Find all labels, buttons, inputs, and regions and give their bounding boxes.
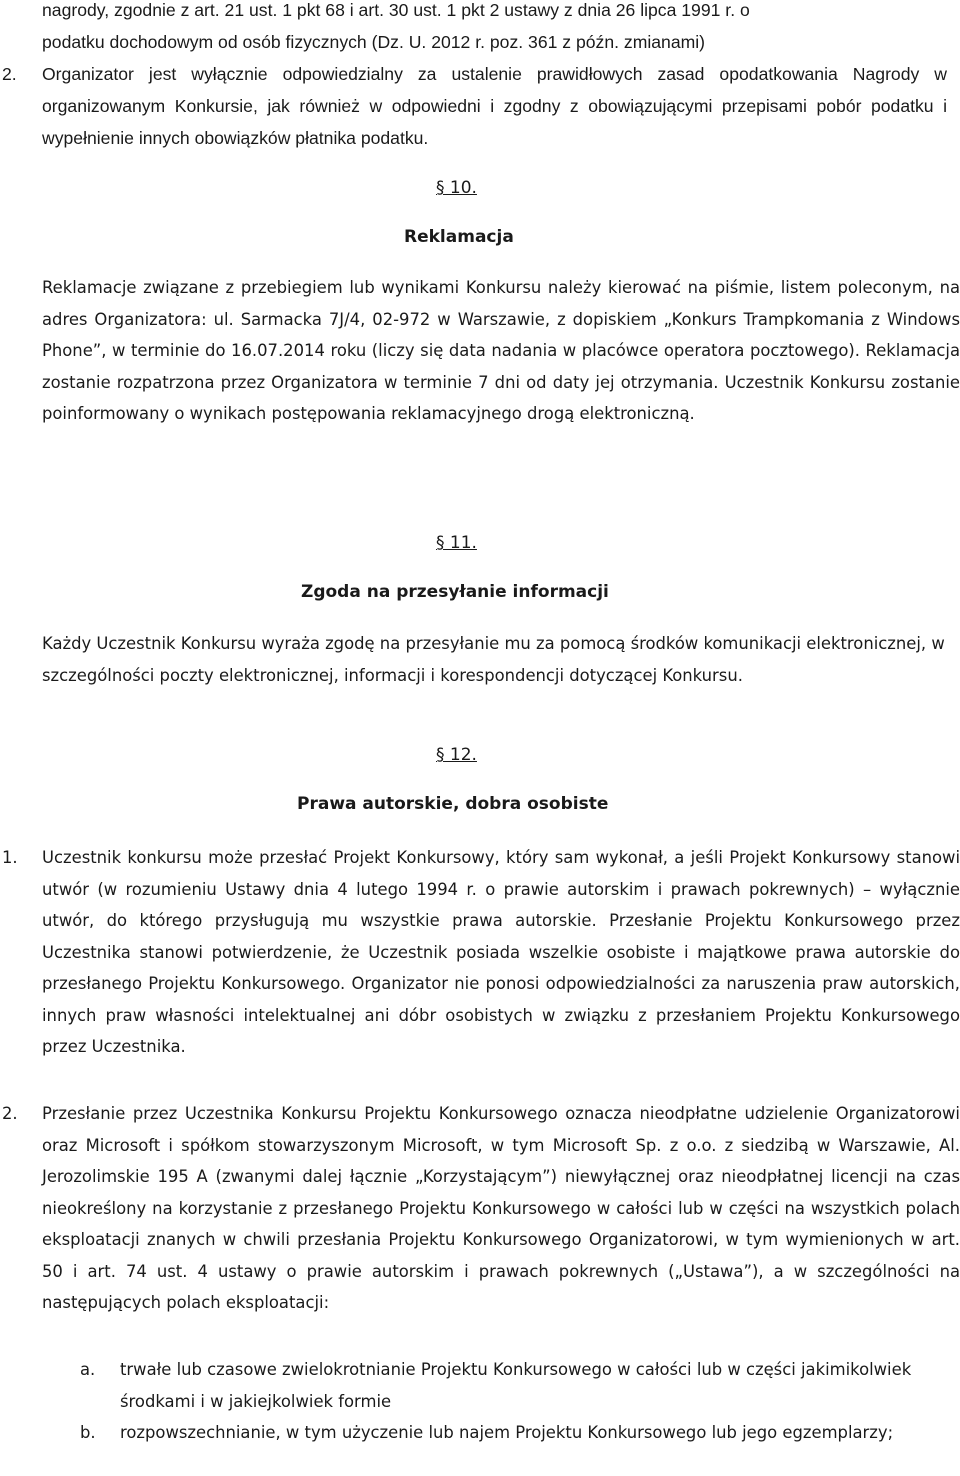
section-12-item-1-number: 1. xyxy=(2,848,18,867)
intro-line-2: podatku dochodowym od osób fizycznych (Dz. U. 2012 r. poz. 361 z późn. zmianami) xyxy=(42,32,706,52)
intro-line-1: nagrody, zgodnie z art. 21 ust. 1 pkt 68 i art. 30 ust. 1 pkt 2 ustawy z dnia 26 lipca 1991 r. o xyxy=(42,0,750,20)
section-10-number: § 10. xyxy=(436,178,477,198)
section-12-number: § 12. xyxy=(436,745,477,765)
section-11-text: Każdy Uczestnik Konkursu wyraża zgodę na przesyłanie mu za pomocą środków komunikacji elektronicznej, w szczególności poczty elektronicznej, informacji i korespondencji dotyczącej Konkursu. xyxy=(42,634,945,685)
section-12-subitem-b-text: rozpowszechnianie, w tym użyczenie lub najem Projektu Konkursowego lub jego egzemplarzy; xyxy=(120,1423,894,1442)
section-10-title: Reklamacja xyxy=(404,227,514,247)
section-12-title: Prawa autorskie, dobra osobiste xyxy=(297,794,609,814)
section-10-text: Reklamacje związane z przebiegiem lub wynikami Konkursu należy kierować na piśmie, listem poleconym, na adres Organizatora: ul. Sarmacka 7J/4, 02-972 w Warszawie, z dopiskiem „Konkurs Trampkomania z Windows Phone”, w terminie do 16.07.2014 roku (liczy się data nadania w placówce operatora pocztowego). Reklamacja zostanie rozpatrzona przez Organizatora w terminie 7 dni od daty jej otrzymania. Uczestnik Konkursu zostanie poinformowany o wynikach postępowania reklamacyjnego drogą elektroniczną. xyxy=(42,278,960,423)
intro-item-2-number: 2. xyxy=(2,64,17,84)
section-11-title: Zgoda na przesyłanie informacji xyxy=(301,582,609,602)
intro-item-2-text: Organizator jest wyłącznie odpowiedzialny za ustalenie prawidłowych zasad opodatkowania Nagrody w organizowanym Konkursie, jak również w odpowiedni i zgodny z obowiązującymi przepisami pobór podatku i wypełnienie innych obowiązków płatnika podatku. xyxy=(42,64,947,148)
section-12-subitem-a-text: trwałe lub czasowe zwielokrotnianie Projektu Konkursowego w całości lub w części jakimikolwiek środkami i w jakiejkolwiek formie xyxy=(120,1360,912,1411)
section-12-item-2-number: 2. xyxy=(2,1104,18,1123)
section-12-subitem-b-letter: b. xyxy=(80,1423,96,1442)
section-12-subitem-a-letter: a. xyxy=(80,1360,96,1379)
section-12-item-1-text: Uczestnik konkursu może przesłać Projekt Konkursowy, który sam wykonał, a jeśli Projekt Konkursowy stanowi utwór (w rozumieniu Ustawy dnia 4 lutego 1994 r. o prawie autorskim i prawach pokrewnych) – wyłącznie utwór, do którego przysługują mu wszystkie prawa autorskie. Przesłanie Projektu Konkursowego przez Uczestnika stanowi potwierdzenie, że Uczestnik posiada wszelkie osobiste i majątkowe prawa autorskie do przesłanego Projektu Konkursowego. Organizator nie ponosi odpowiedzialności za naruszenia praw autorskich, innych praw własności intelektualnej ani dóbr osobistych w związku z przesłaniem Projektu Konkursowego przez Uczestnika. xyxy=(42,848,960,1056)
section-11-number: § 11. xyxy=(436,533,477,553)
section-12-item-2-text: Przesłanie przez Uczestnika Konkursu Projektu Konkursowego oznacza nieodpłatne udzielenie Organizatorowi oraz Microsoft i spółkom stowarzyszonym Microsoft, w tym Microsoft Sp. z o.o. z siedzibą w Warszawie, Al. Jerozolimskie 195 A (zwanymi dalej łącznie „Korzystającym”) niewyłącznej oraz nieodpłatnej licencji na czas nieokreślony na korzystanie z przesłanego Projektu Konkursowego w całości lub w części na wszystkich polach eksploatacji znanych w chwili przesłania Projektu Konkursowego Organizatorowi, w tym wymienionych w art. 50 i art. 74 ust. 4 ustawy o prawie autorskim i prawach pokrewnych („Ustawa”), a w szczególności na następujących polach eksploatacji: xyxy=(42,1104,960,1312)
